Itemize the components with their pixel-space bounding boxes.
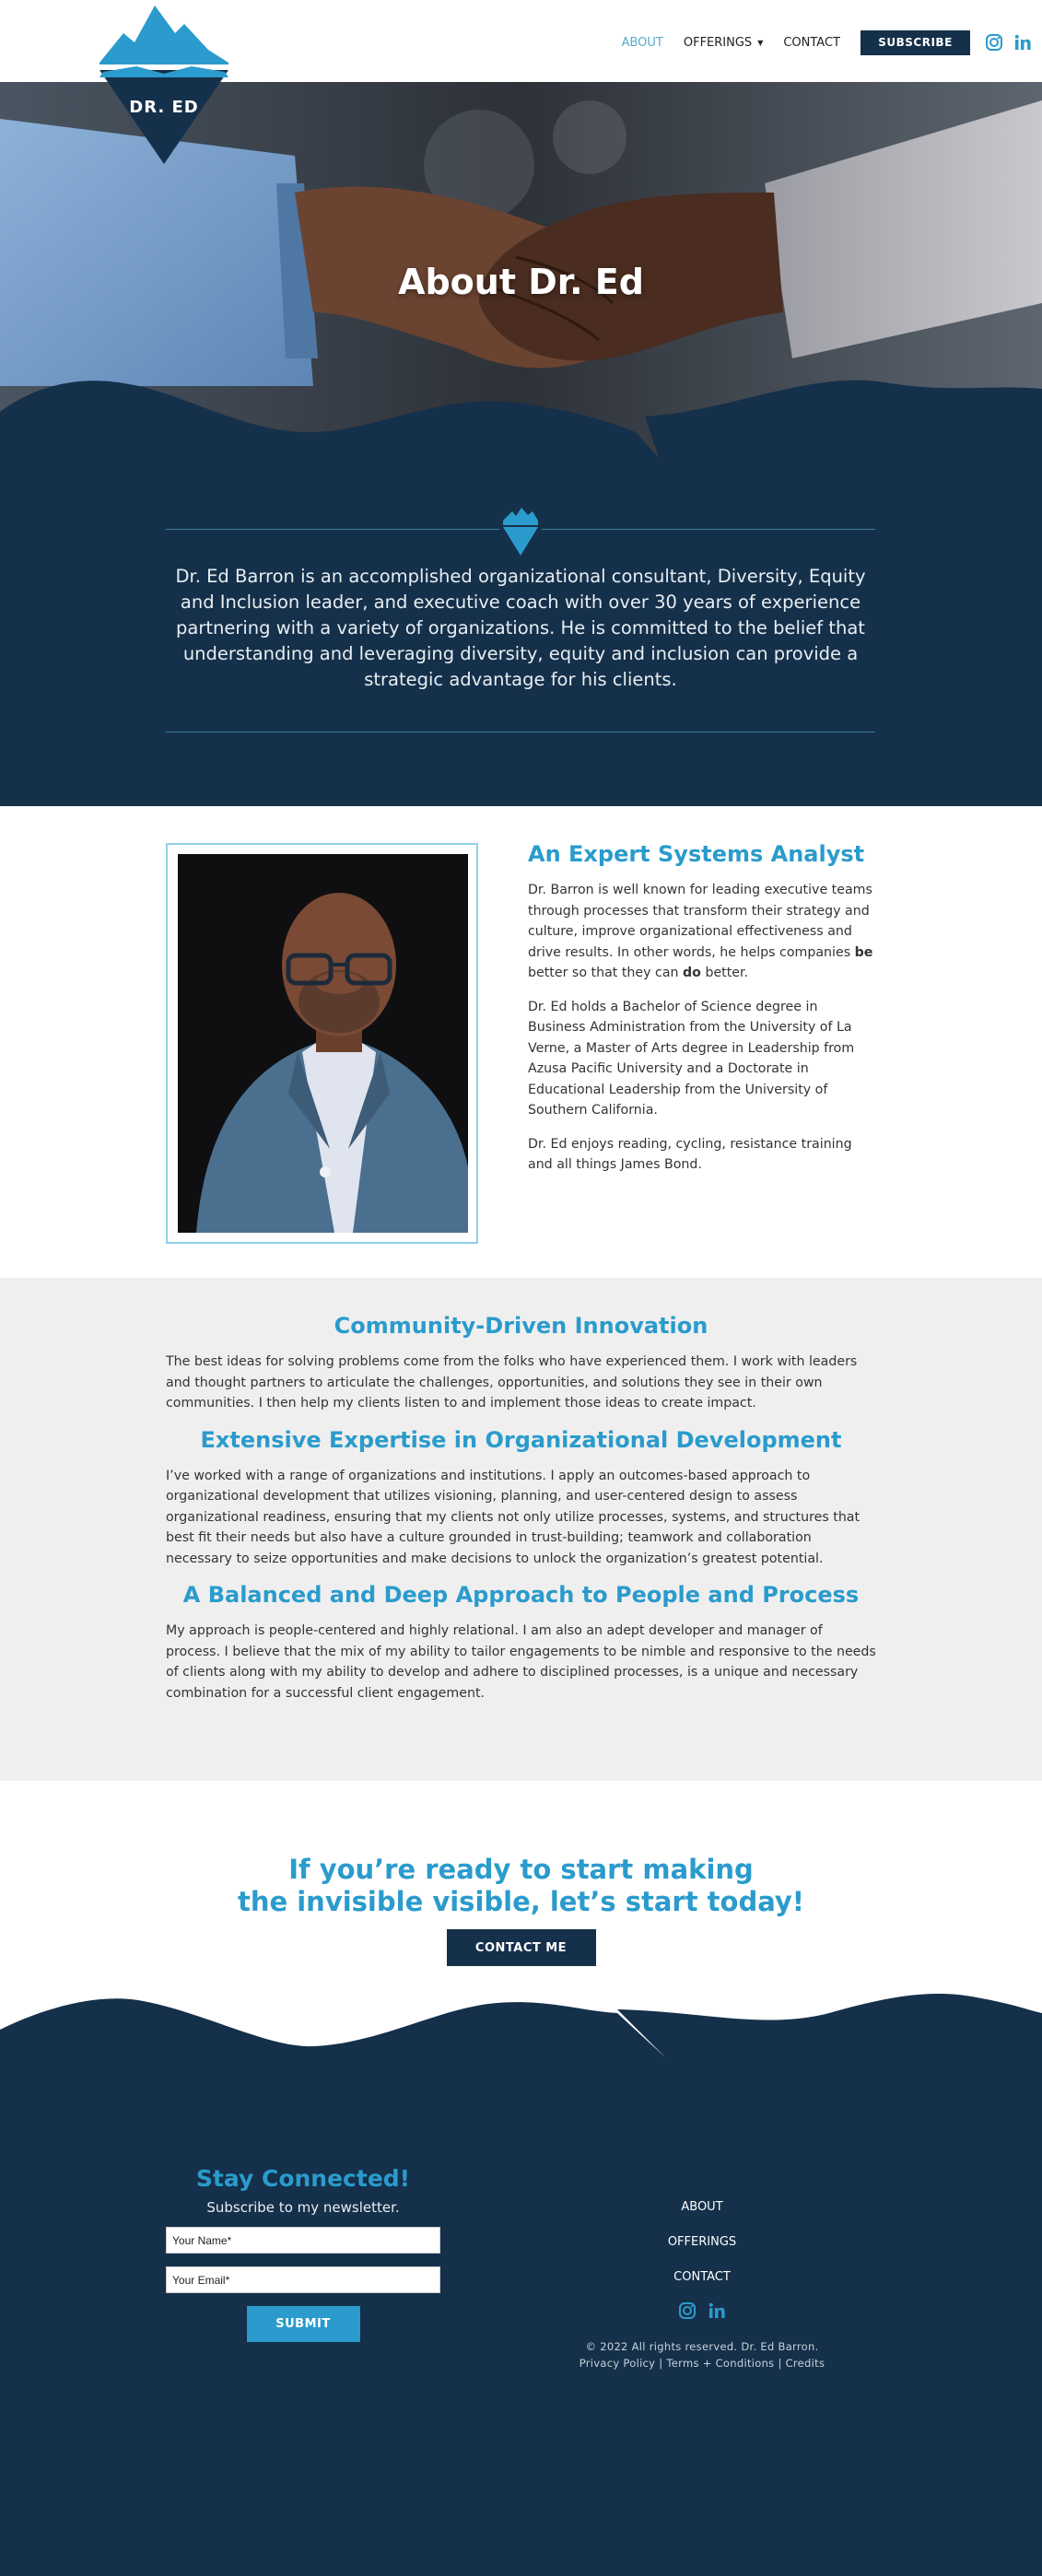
nav-about[interactable]: ABOUT (621, 35, 663, 50)
expert-p1-bold-be: be (854, 944, 873, 960)
credits-link[interactable]: Credits (785, 2357, 825, 2370)
expert-heading: An Expert Systems Analyst (528, 841, 865, 867)
expert-p1-bold-do: do (683, 966, 701, 980)
instagram-icon[interactable] (985, 33, 1003, 52)
footer-wave-background (0, 1993, 1042, 2576)
nav-offerings-label: OFFERINGS (683, 35, 753, 50)
main-nav (622, 29, 1042, 55)
portrait-frame (166, 843, 478, 1244)
expert-p1-c: better. (700, 966, 749, 980)
footer-link-about[interactable]: ABOUT (681, 2200, 723, 2214)
site-footer (0, 1993, 1042, 2576)
newsletter-subheading: Subscribe to my newsletter. (206, 2199, 400, 2216)
expert-paragraph-3: Dr. Ed enjoys reading, cycling, resistance training and all things James Bond. (528, 1136, 852, 1172)
intro-paragraph: Dr. Ed Barron is an accomplished organizational consultant, Diversity, Equity and Inclusion leader, and executive coach with over 30 years of experience partnering with a variety of organizations. He is committed to the belief that understanding and leveraging diversity, equity and inclusion can provide a strategic advantage for his clients. (175, 566, 866, 690)
legal-links (553, 2357, 851, 2370)
approach-heading: A Balanced and Deep Approach to People and Process (182, 1582, 860, 1608)
cta-line-1: If you’re ready to start making (288, 1854, 754, 1885)
expert-section (0, 806, 1042, 1278)
footer-nav (553, 2200, 851, 2370)
linkedin-icon[interactable] (1013, 33, 1032, 52)
contact-me-button[interactable]: CONTACT ME (447, 1929, 596, 1966)
innovation-paragraph: The best ideas for solving problems come from the folks who have experienced them. I work with leaders and thought partners to articulate the challenges, opportunities, and solutions they see in their own communities. I then help my clients listen to and implement those ideas to create impact. (166, 1354, 858, 1411)
terms-link[interactable]: Terms + Conditions (666, 2357, 775, 2370)
footer-link-offerings[interactable]: OFFERINGS (667, 2235, 737, 2249)
submit-button[interactable]: SUBMIT (247, 2306, 360, 2342)
portrait-photo (178, 854, 468, 1233)
innovation-heading: Community-Driven Innovation (334, 1313, 708, 1339)
privacy-link[interactable]: Privacy Policy (579, 2357, 656, 2370)
expertise-paragraph: I’ve worked with a range of organizations and institutions. I apply an outcomes-based approach to organizational development that utilizes visioning, planning, and user-centered design to assess organizational readiness, ensuring that my clients not only utilize processes, systems, and structures that best fit their needs but also have a culture grounded in trust-building; teamwork and collaboration necessary to seize opportunities and make decisions to unlock the organization’s greatest potential. (166, 1468, 861, 1566)
site-header (0, 0, 1042, 117)
footer-link-contact[interactable]: CONTACT (673, 2270, 731, 2284)
nav-contact[interactable]: CONTACT (783, 35, 840, 50)
footer-social (553, 2301, 851, 2320)
about-intro (0, 486, 1042, 806)
approach-section (0, 1278, 1042, 1781)
site-logo[interactable] (100, 6, 228, 164)
subscribe-button[interactable]: SUBSCRIBE (861, 30, 970, 55)
separator: | (774, 2357, 786, 2370)
expert-text (528, 841, 873, 1188)
approach-paragraph: My approach is people-centered and highly relational. I am also an adept developer and manager of process. I believe that the mix of my ability to tailor engagements to be nimble and responsive to the needs of clients along with my ability to develop and adhere to disciplined processes, is a unique and necessary combination for a successful client engagement. (166, 1623, 876, 1701)
iceberg-logo-icon (100, 6, 228, 164)
iceberg-icon (499, 508, 542, 557)
expertise-heading: Extensive Expertise in Organizational Development (200, 1426, 842, 1453)
nav-offerings[interactable] (684, 36, 763, 50)
email-field[interactable] (166, 2266, 440, 2293)
newsletter-heading: Stay Connected! (195, 2165, 411, 2192)
expert-p1-a: Dr. Barron is well known for leading executive teams through processes that transform their strategy and culture, improve organizational effectiveness and drive results. In other words, he helps companies (528, 883, 872, 960)
expert-paragraph-2: Dr. Ed holds a Bachelor of Science degree in Business Administration from the University of La Verne, a Master of Arts degree in Leadership from Azusa Pacific University and a Doctorate in Educational Leadership from the University of Southern California. (528, 999, 855, 1118)
expert-p1-b: better so that they can (528, 966, 684, 980)
name-field[interactable] (166, 2227, 440, 2254)
call-to-action (0, 1781, 1042, 1993)
expert-paragraph-1 (528, 880, 873, 984)
separator: | (655, 2357, 667, 2370)
linkedin-icon[interactable] (708, 2301, 726, 2320)
instagram-icon[interactable] (678, 2301, 697, 2320)
newsletter-signup (166, 2165, 440, 2342)
copyright-text: © 2022 All rights reserved. Dr. Ed Barron. (585, 2340, 819, 2353)
chevron-down-icon: ▼ (757, 38, 764, 47)
page-title: About Dr. Ed (398, 262, 644, 302)
hero-wave-divider (0, 375, 1042, 486)
logo-text: DR. ED (129, 98, 199, 117)
cta-line-2: the invisible visible, let’s start today! (237, 1886, 805, 1917)
